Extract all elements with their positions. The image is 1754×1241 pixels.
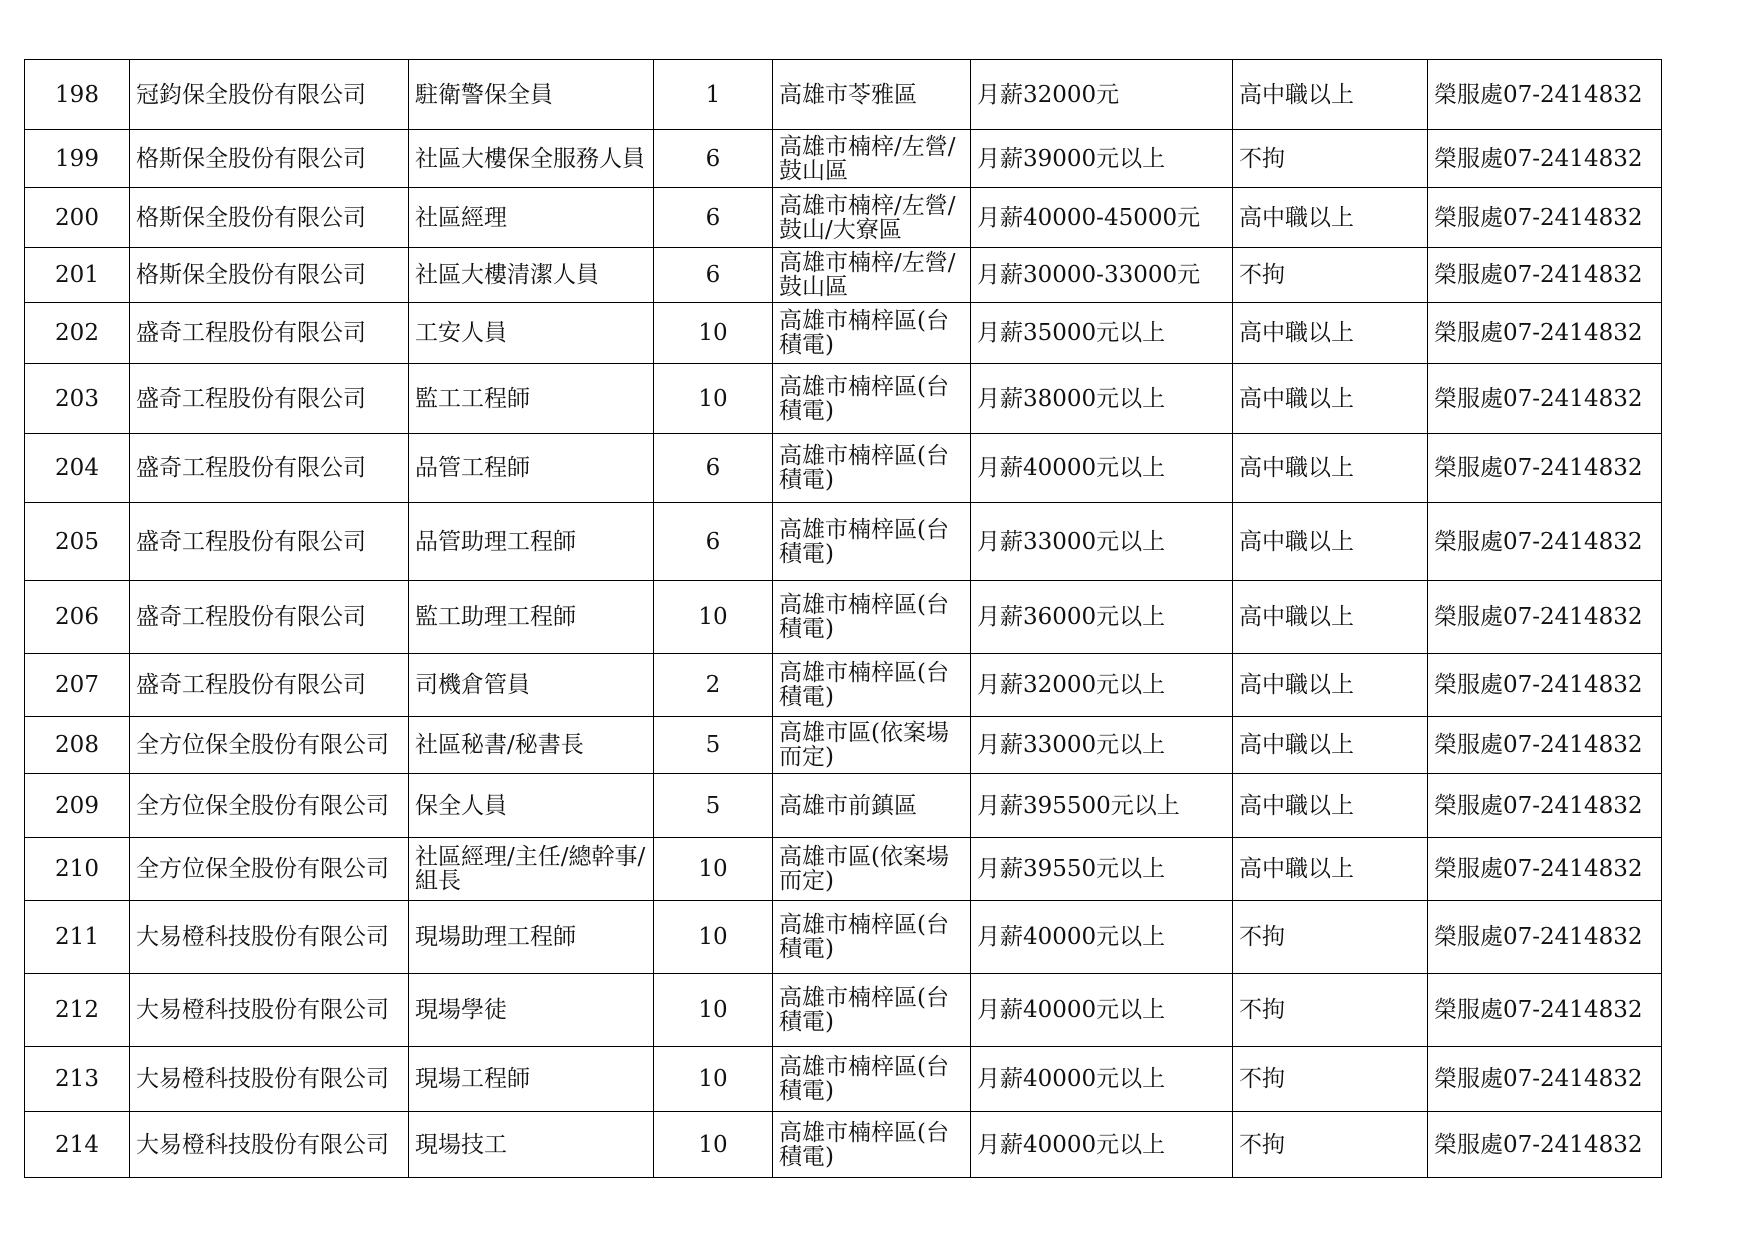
work-location-cell: 高雄市楠梓區(台積電) bbox=[773, 901, 971, 974]
contact-info-cell: 榮服處07-2414832 bbox=[1428, 774, 1662, 838]
headcount-cell: 10 bbox=[654, 1112, 773, 1178]
salary-cell: 月薪40000元以上 bbox=[971, 1112, 1233, 1178]
headcount-cell: 10 bbox=[654, 1047, 773, 1112]
serial-number-cell: 200 bbox=[25, 188, 130, 248]
company-name-cell: 盛奇工程股份有限公司 bbox=[130, 654, 409, 717]
salary-cell: 月薪33000元以上 bbox=[971, 717, 1233, 774]
contact-info-cell: 榮服處07-2414832 bbox=[1428, 434, 1662, 503]
work-location-cell: 高雄市楠梓區(台積電) bbox=[773, 1047, 971, 1112]
company-name-cell: 格斯保全股份有限公司 bbox=[130, 130, 409, 188]
education-requirement-cell: 不拘 bbox=[1233, 248, 1428, 303]
education-requirement-cell: 不拘 bbox=[1233, 1112, 1428, 1178]
headcount-cell: 5 bbox=[654, 717, 773, 774]
headcount-cell: 6 bbox=[654, 503, 773, 581]
job-title-cell: 社區大樓保全服務人員 bbox=[409, 130, 654, 188]
salary-cell: 月薪40000元以上 bbox=[971, 1047, 1233, 1112]
work-location-cell: 高雄市楠梓區(台積電) bbox=[773, 974, 971, 1047]
work-location-cell: 高雄市楠梓區(台積電) bbox=[773, 364, 971, 434]
contact-info-cell: 榮服處07-2414832 bbox=[1428, 901, 1662, 974]
education-requirement-cell: 不拘 bbox=[1233, 130, 1428, 188]
job-title-cell: 社區大樓清潔人員 bbox=[409, 248, 654, 303]
company-name-cell: 盛奇工程股份有限公司 bbox=[130, 303, 409, 364]
contact-info-cell: 榮服處07-2414832 bbox=[1428, 188, 1662, 248]
job-title-cell: 監工工程師 bbox=[409, 364, 654, 434]
salary-cell: 月薪36000元以上 bbox=[971, 581, 1233, 654]
table-row bbox=[25, 130, 1662, 188]
salary-cell: 月薪39550元以上 bbox=[971, 838, 1233, 901]
salary-cell: 月薪395500元以上 bbox=[971, 774, 1233, 838]
table-row bbox=[25, 838, 1662, 901]
salary-cell: 月薪40000元以上 bbox=[971, 434, 1233, 503]
table-row bbox=[25, 654, 1662, 717]
serial-number-cell: 201 bbox=[25, 248, 130, 303]
job-title-cell: 現場工程師 bbox=[409, 1047, 654, 1112]
work-location-cell: 高雄市區(依案場而定) bbox=[773, 717, 971, 774]
work-location-cell: 高雄市楠梓區(台積電) bbox=[773, 1112, 971, 1178]
contact-info-cell: 榮服處07-2414832 bbox=[1428, 248, 1662, 303]
table-body bbox=[25, 60, 1662, 1178]
salary-cell: 月薪38000元以上 bbox=[971, 364, 1233, 434]
salary-cell: 月薪40000元以上 bbox=[971, 901, 1233, 974]
headcount-cell: 10 bbox=[654, 974, 773, 1047]
headcount-cell: 10 bbox=[654, 581, 773, 654]
serial-number-cell: 206 bbox=[25, 581, 130, 654]
education-requirement-cell: 高中職以上 bbox=[1233, 717, 1428, 774]
salary-cell: 月薪33000元以上 bbox=[971, 503, 1233, 581]
table-row bbox=[25, 581, 1662, 654]
work-location-cell: 高雄市楠梓區(台積電) bbox=[773, 503, 971, 581]
salary-cell: 月薪39000元以上 bbox=[971, 130, 1233, 188]
job-listing-table bbox=[24, 59, 1662, 1178]
salary-cell: 月薪32000元 bbox=[971, 60, 1233, 130]
job-title-cell: 社區經理 bbox=[409, 188, 654, 248]
job-title-cell: 社區秘書/秘書長 bbox=[409, 717, 654, 774]
serial-number-cell: 212 bbox=[25, 974, 130, 1047]
contact-info-cell: 榮服處07-2414832 bbox=[1428, 581, 1662, 654]
education-requirement-cell: 高中職以上 bbox=[1233, 774, 1428, 838]
job-title-cell: 保全人員 bbox=[409, 774, 654, 838]
company-name-cell: 大易橙科技股份有限公司 bbox=[130, 901, 409, 974]
company-name-cell: 全方位保全股份有限公司 bbox=[130, 774, 409, 838]
headcount-cell: 10 bbox=[654, 901, 773, 974]
headcount-cell: 10 bbox=[654, 364, 773, 434]
company-name-cell: 大易橙科技股份有限公司 bbox=[130, 1112, 409, 1178]
contact-info-cell: 榮服處07-2414832 bbox=[1428, 303, 1662, 364]
contact-info-cell: 榮服處07-2414832 bbox=[1428, 1047, 1662, 1112]
company-name-cell: 全方位保全股份有限公司 bbox=[130, 838, 409, 901]
job-title-cell: 監工助理工程師 bbox=[409, 581, 654, 654]
contact-info-cell: 榮服處07-2414832 bbox=[1428, 974, 1662, 1047]
headcount-cell: 5 bbox=[654, 774, 773, 838]
work-location-cell: 高雄市苓雅區 bbox=[773, 60, 971, 130]
education-requirement-cell: 高中職以上 bbox=[1233, 434, 1428, 503]
company-name-cell: 盛奇工程股份有限公司 bbox=[130, 581, 409, 654]
table-row bbox=[25, 974, 1662, 1047]
education-requirement-cell: 不拘 bbox=[1233, 901, 1428, 974]
table-row bbox=[25, 901, 1662, 974]
table-row bbox=[25, 248, 1662, 303]
contact-info-cell: 榮服處07-2414832 bbox=[1428, 654, 1662, 717]
headcount-cell: 6 bbox=[654, 188, 773, 248]
company-name-cell: 格斯保全股份有限公司 bbox=[130, 248, 409, 303]
work-location-cell: 高雄市區(依案場而定) bbox=[773, 838, 971, 901]
salary-cell: 月薪32000元以上 bbox=[971, 654, 1233, 717]
work-location-cell: 高雄市楠梓/左營/鼓山區 bbox=[773, 248, 971, 303]
salary-cell: 月薪40000-45000元 bbox=[971, 188, 1233, 248]
salary-cell: 月薪30000-33000元 bbox=[971, 248, 1233, 303]
serial-number-cell: 207 bbox=[25, 654, 130, 717]
table-row bbox=[25, 60, 1662, 130]
company-name-cell: 盛奇工程股份有限公司 bbox=[130, 364, 409, 434]
serial-number-cell: 203 bbox=[25, 364, 130, 434]
education-requirement-cell: 高中職以上 bbox=[1233, 303, 1428, 364]
table-row bbox=[25, 303, 1662, 364]
company-name-cell: 全方位保全股份有限公司 bbox=[130, 717, 409, 774]
table-row bbox=[25, 717, 1662, 774]
serial-number-cell: 204 bbox=[25, 434, 130, 503]
work-location-cell: 高雄市楠梓區(台積電) bbox=[773, 654, 971, 717]
job-title-cell: 工安人員 bbox=[409, 303, 654, 364]
job-title-cell: 品管助理工程師 bbox=[409, 503, 654, 581]
serial-number-cell: 205 bbox=[25, 503, 130, 581]
education-requirement-cell: 高中職以上 bbox=[1233, 364, 1428, 434]
serial-number-cell: 208 bbox=[25, 717, 130, 774]
company-name-cell: 大易橙科技股份有限公司 bbox=[130, 974, 409, 1047]
education-requirement-cell: 高中職以上 bbox=[1233, 838, 1428, 901]
contact-info-cell: 榮服處07-2414832 bbox=[1428, 130, 1662, 188]
table-row bbox=[25, 188, 1662, 248]
headcount-cell: 10 bbox=[654, 303, 773, 364]
table-row bbox=[25, 1047, 1662, 1112]
education-requirement-cell: 高中職以上 bbox=[1233, 503, 1428, 581]
table-row bbox=[25, 503, 1662, 581]
headcount-cell: 6 bbox=[654, 434, 773, 503]
headcount-cell: 10 bbox=[654, 838, 773, 901]
serial-number-cell: 210 bbox=[25, 838, 130, 901]
contact-info-cell: 榮服處07-2414832 bbox=[1428, 838, 1662, 901]
serial-number-cell: 209 bbox=[25, 774, 130, 838]
contact-info-cell: 榮服處07-2414832 bbox=[1428, 364, 1662, 434]
contact-info-cell: 榮服處07-2414832 bbox=[1428, 503, 1662, 581]
headcount-cell: 2 bbox=[654, 654, 773, 717]
work-location-cell: 高雄市楠梓/左營/鼓山/大寮區 bbox=[773, 188, 971, 248]
company-name-cell: 盛奇工程股份有限公司 bbox=[130, 434, 409, 503]
job-title-cell: 社區經理/主任/總幹事/組長 bbox=[409, 838, 654, 901]
table-row bbox=[25, 434, 1662, 503]
education-requirement-cell: 高中職以上 bbox=[1233, 581, 1428, 654]
salary-cell: 月薪40000元以上 bbox=[971, 974, 1233, 1047]
company-name-cell: 大易橙科技股份有限公司 bbox=[130, 1047, 409, 1112]
headcount-cell: 1 bbox=[654, 60, 773, 130]
serial-number-cell: 214 bbox=[25, 1112, 130, 1178]
contact-info-cell: 榮服處07-2414832 bbox=[1428, 1112, 1662, 1178]
education-requirement-cell: 高中職以上 bbox=[1233, 188, 1428, 248]
salary-cell: 月薪35000元以上 bbox=[971, 303, 1233, 364]
work-location-cell: 高雄市前鎮區 bbox=[773, 774, 971, 838]
job-title-cell: 現場助理工程師 bbox=[409, 901, 654, 974]
table-row bbox=[25, 774, 1662, 838]
work-location-cell: 高雄市楠梓區(台積電) bbox=[773, 434, 971, 503]
work-location-cell: 高雄市楠梓區(台積電) bbox=[773, 581, 971, 654]
education-requirement-cell: 高中職以上 bbox=[1233, 654, 1428, 717]
job-title-cell: 司機倉管員 bbox=[409, 654, 654, 717]
serial-number-cell: 211 bbox=[25, 901, 130, 974]
serial-number-cell: 198 bbox=[25, 60, 130, 130]
headcount-cell: 6 bbox=[654, 248, 773, 303]
education-requirement-cell: 不拘 bbox=[1233, 1047, 1428, 1112]
company-name-cell: 冠鈞保全股份有限公司 bbox=[130, 60, 409, 130]
serial-number-cell: 202 bbox=[25, 303, 130, 364]
headcount-cell: 6 bbox=[654, 130, 773, 188]
company-name-cell: 盛奇工程股份有限公司 bbox=[130, 503, 409, 581]
table-row bbox=[25, 364, 1662, 434]
education-requirement-cell: 不拘 bbox=[1233, 974, 1428, 1047]
job-title-cell: 駐衛警保全員 bbox=[409, 60, 654, 130]
contact-info-cell: 榮服處07-2414832 bbox=[1428, 717, 1662, 774]
education-requirement-cell: 高中職以上 bbox=[1233, 60, 1428, 130]
serial-number-cell: 213 bbox=[25, 1047, 130, 1112]
job-title-cell: 品管工程師 bbox=[409, 434, 654, 503]
serial-number-cell: 199 bbox=[25, 130, 130, 188]
contact-info-cell: 榮服處07-2414832 bbox=[1428, 60, 1662, 130]
job-title-cell: 現場學徒 bbox=[409, 974, 654, 1047]
work-location-cell: 高雄市楠梓區(台積電) bbox=[773, 303, 971, 364]
company-name-cell: 格斯保全股份有限公司 bbox=[130, 188, 409, 248]
table-row bbox=[25, 1112, 1662, 1178]
job-title-cell: 現場技工 bbox=[409, 1112, 654, 1178]
work-location-cell: 高雄市楠梓/左營/鼓山區 bbox=[773, 130, 971, 188]
